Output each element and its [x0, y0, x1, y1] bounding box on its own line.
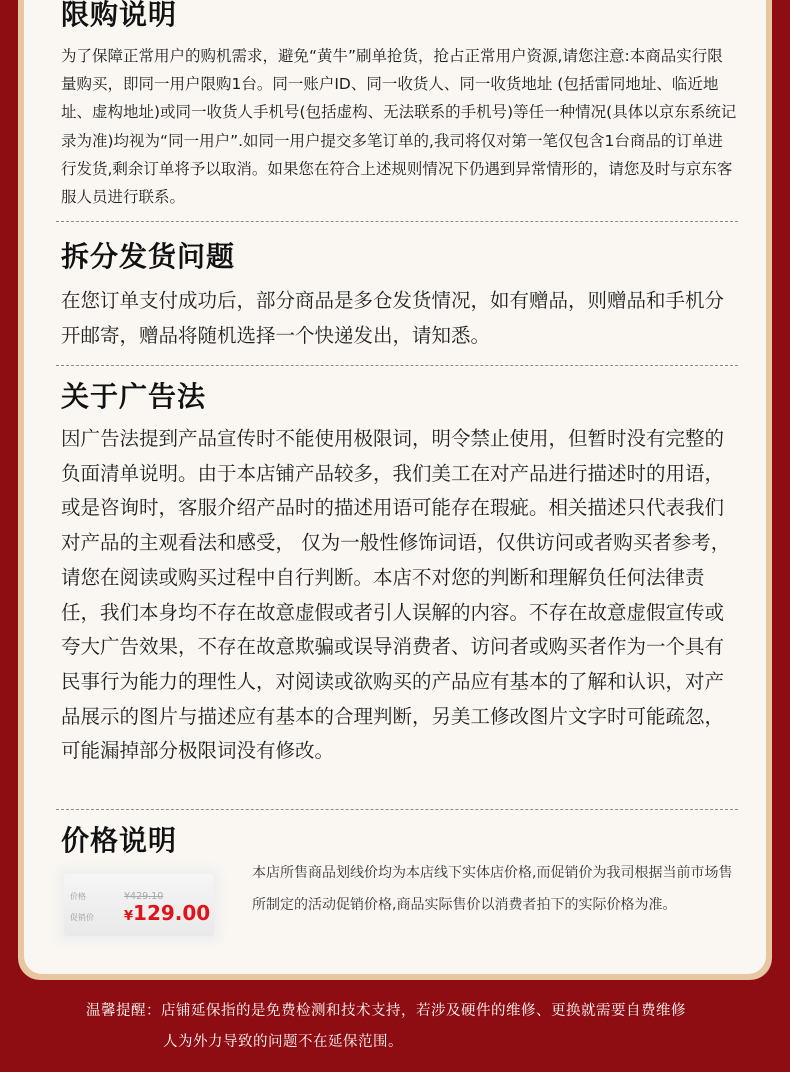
- currency-symbol: ¥: [124, 909, 134, 924]
- sale-price-row: [70, 901, 210, 925]
- section-divider: [56, 365, 738, 366]
- footer-line-1: 温馨提醒：店铺延保指的是免费检测和技术支持，若涉及硬件的维修、更换就需要自费维修: [86, 1003, 686, 1019]
- price-description: 本店所售商品划线价均为本店线下实体店价格,而促销价为我司根据当前市场售所制定的活动促销价格,商品实际售价以消费者拍下的实际价格为准。: [252, 865, 733, 913]
- sale-price-value: [124, 901, 210, 925]
- sale-price-label: 促销价: [70, 913, 94, 922]
- footer-notice: [86, 996, 736, 1058]
- ad-law-body: 因广告法提到产品宣传时不能使用极限词，明令禁止使用，但暂时没有完整的负面清单说明。由于本店铺产品较多，我们美工在对产品进行描述时的用语，或是咨询时，客服介绍产品时的描述用语可能存在瑕疵。相关描述只代表我们对产品的主观看法和感受， 仅为一般性修饰词语，仅供访问或者购买者参考，请您在阅读或购买过程中自行判断。本店不对您的判断和理解负任何法律责任，我们本身均不存在故意虚假或者引人误解的内容。不存在故意虚假宣传或夸大广告效果，不存在故意欺骗或误导消费者、访问者或购买者作为一个具有民事行为能力的理性人，对阅读或欲购买的产品应有基本的了解和认识，对产品展示的图片与描述应有基本的合理判断，另美工修改图片文字时可能疏忽，可能漏掉部分极限词没有修改。: [61, 427, 731, 763]
- section-divider: [56, 221, 738, 222]
- purchase-limit-title: 限购说明: [61, 0, 178, 31]
- sale-price-amount: 129.00: [133, 901, 211, 925]
- ad-law-title: 关于广告法: [61, 380, 207, 413]
- split-shipping-title: 拆分发货问题: [61, 240, 236, 273]
- footer-line-2: 人为外力导致的问题不在延保范围。: [163, 1034, 403, 1050]
- original-price-label: 价格: [70, 892, 86, 901]
- price-example-image: [64, 874, 214, 936]
- section-divider: [56, 809, 738, 810]
- price-title: 价格说明: [61, 824, 178, 857]
- split-shipping-body: 在您订单支付成功后，部分商品是多仓发货情况，如有赠品，则赠品和手机分开邮寄，赠品将随机选择一个快递发出，请知悉。: [61, 289, 725, 347]
- original-price-value: ¥429.10: [124, 891, 164, 902]
- purchase-limit-body: 为了保障正常用户的购机需求，避免“黄牛”刷单抢货，抢占正常用户资源,请您注意:本商品实行限量购买，即同一用户限购1台。同一账户ID、同一收货人、同一收货地址 (包括雷同地址、临近地址、虚构地址)或同一收货人手机号(包括虚构、无法联系的手机号)等任一种情况(具体以京东系统记录为准)均视为“同一用户”.如同一用户提交多笔订单的,我司将仅对第一笔仅包含1台商品的订单进行发货,剩余订单将予以取消。如果您在符合上述规则情况下仍遇到异常情形的，请您及时与京东客服人员进行联系。: [61, 47, 737, 207]
